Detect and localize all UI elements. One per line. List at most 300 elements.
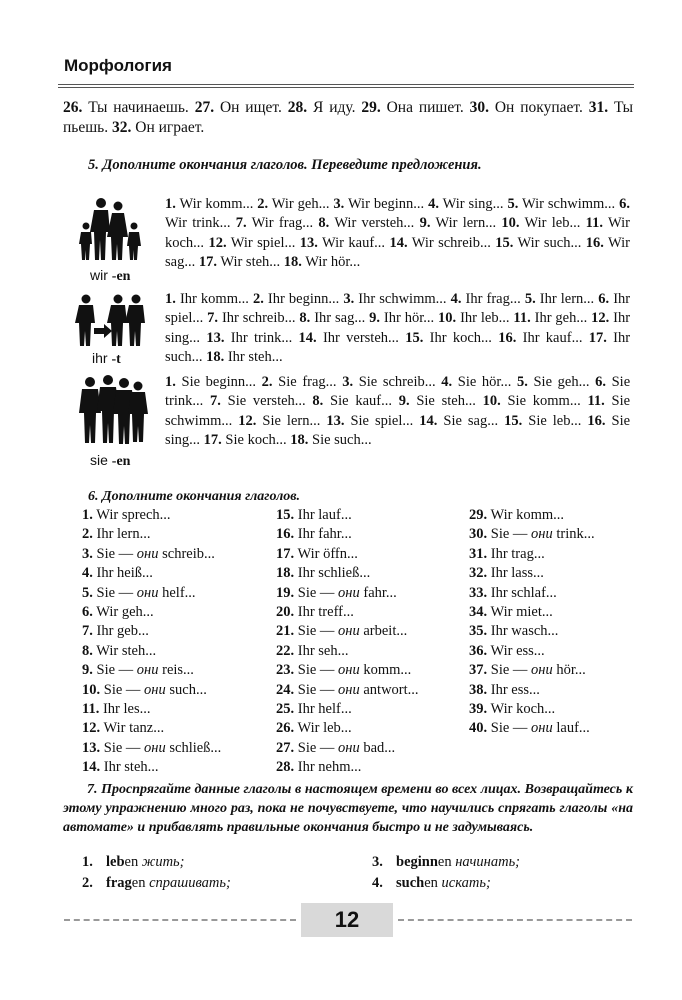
item-number: 6.: [595, 374, 606, 390]
item-text: Ihr wasch...: [490, 623, 559, 640]
item-text: Sie frag...: [278, 374, 337, 390]
item-number: 12.: [208, 234, 227, 251]
list-item: [276, 584, 419, 603]
item-text: Sie —: [490, 662, 532, 679]
list-item: [82, 661, 221, 680]
group-label-sie: sie -en: [90, 452, 131, 469]
list-item: [276, 545, 419, 564]
item-number: 15.: [495, 234, 514, 251]
item-text: Ihr les...: [102, 701, 151, 718]
item-text: Ihr helf...: [297, 701, 352, 718]
item-translation: они: [144, 739, 166, 756]
item-text: Wir hör...: [305, 254, 361, 271]
item-text: Ihr sing...: [165, 310, 631, 346]
verb-number: 1.: [82, 854, 93, 870]
item-text: Sie geh...: [533, 374, 590, 390]
item-number: 6.: [82, 604, 93, 621]
item-text: Sie —: [103, 681, 145, 698]
item-number: 4.: [450, 291, 462, 307]
list-item: [469, 661, 595, 680]
item-number: 14.: [298, 329, 317, 346]
item-text: Ihr heiß...: [96, 565, 153, 582]
item-number: 19.: [276, 584, 295, 601]
item-text: arbeit...: [359, 623, 408, 640]
list-item: [276, 739, 419, 758]
item-number: 18.: [290, 432, 309, 449]
item-text: Sie sag...: [443, 412, 499, 429]
item-number: 16.: [498, 329, 517, 346]
item-text: Wir geh...: [271, 196, 330, 212]
item-translation: они: [338, 739, 360, 756]
item-text: Sie —: [490, 720, 532, 737]
item-number: 26.: [276, 720, 295, 737]
item-text: reis...: [158, 662, 194, 679]
item-text: Ihr schlaf...: [490, 584, 557, 601]
item-number: 10.: [482, 393, 501, 410]
item-number: 2.: [252, 291, 264, 307]
list-item: [469, 506, 595, 525]
verb-item: [82, 873, 231, 893]
item-number: 1.: [165, 291, 176, 307]
list-item: [276, 564, 419, 583]
item-text: Wir miet...: [490, 604, 553, 621]
item-number: 5.: [507, 196, 519, 212]
item-text: Wir schreib...: [411, 234, 491, 251]
item-number: 10.: [438, 310, 457, 327]
item-text: Wir komm...: [179, 196, 254, 212]
item-text: Ihr lern...: [96, 526, 151, 543]
item-text: Wir trink...: [165, 215, 231, 232]
task-6-title: 6. Дополните окончания глаголов.: [88, 489, 301, 504]
item-number: 34.: [469, 604, 488, 621]
item-number: 13.: [299, 234, 318, 251]
verb-item: [372, 873, 491, 893]
list-item: [469, 603, 595, 622]
item-number: 3.: [343, 291, 355, 307]
sentence-number: 32.: [112, 119, 132, 136]
item-number: 5.: [82, 584, 93, 601]
exercise-block-sie: [165, 373, 630, 451]
list-item: [82, 564, 221, 583]
list-item: [276, 506, 419, 525]
footer-dashed-line: [64, 919, 296, 921]
item-text: fahr...: [359, 584, 397, 601]
item-text: Ihr beginn...: [267, 291, 340, 307]
group-people-silhouette-icon: [78, 374, 148, 446]
list-item: [276, 719, 419, 738]
item-number: 17.: [203, 432, 222, 449]
item-text: Wir tanz...: [103, 720, 165, 737]
item-text: Sie versteh...: [227, 393, 306, 410]
item-text: Sie lern...: [262, 412, 321, 429]
item-text: Wir spiel...: [230, 234, 296, 251]
verb-translation: жить;: [141, 854, 185, 870]
item-number: 4.: [82, 565, 93, 582]
item-text: helf...: [158, 584, 196, 601]
item-number: 14.: [82, 759, 101, 776]
item-text: Wir leb...: [297, 720, 352, 737]
item-text: Sie steh...: [416, 393, 476, 410]
item-number: 13.: [206, 329, 225, 346]
item-text: hör...: [552, 662, 586, 679]
item-number: 8.: [318, 215, 330, 232]
list-item: [82, 545, 221, 564]
item-text: Wir versteh...: [334, 215, 415, 232]
item-text: Ihr lauf...: [297, 507, 352, 523]
list-item: [82, 739, 221, 758]
item-text: Wir ess...: [490, 642, 545, 659]
item-text: Wir koch...: [165, 215, 630, 251]
item-text: Sie —: [96, 584, 137, 601]
item-translation: они: [136, 662, 159, 679]
item-number: 4.: [441, 374, 453, 390]
item-text: Ihr schwimm...: [358, 291, 447, 307]
item-number: 25.: [276, 701, 295, 718]
item-number: 40.: [469, 720, 488, 737]
list-item: [82, 681, 221, 700]
item-text: Ihr geb...: [96, 623, 149, 640]
verb-ending: en: [131, 875, 146, 891]
item-number: 8.: [82, 642, 93, 659]
item-text: Sie —: [297, 662, 339, 679]
list-item: [469, 545, 595, 564]
item-text: Sie schwimm...: [165, 393, 631, 429]
item-text: Ihr hör...: [383, 310, 435, 327]
item-text: Ihr sag...: [314, 310, 366, 327]
section-title: Морфология: [64, 56, 172, 75]
page-number: 12: [301, 903, 393, 937]
item-text: Wir leb...: [524, 215, 581, 232]
item-number: 7.: [207, 310, 219, 327]
item-text: Sie leb...: [528, 412, 582, 429]
item-text: Ihr schreib...: [221, 310, 296, 327]
item-number: 2.: [82, 526, 93, 543]
task-7-title: 7. Проспрягайте данные глаголы в настоящем времени во всех лицах. Возвращайтесь к этому упражнению много раз, пока не почувствуете, что научились спрягать глаголы «на автомате» и прибавлять правильные окончания быстро и не задумываясь.: [63, 782, 633, 835]
item-text: komm...: [359, 662, 412, 679]
sentence-text: Ты начинаешь.: [88, 99, 189, 116]
list-item: [82, 506, 221, 525]
verb-stem: frag: [106, 875, 132, 891]
item-number: 12.: [82, 720, 101, 737]
item-number: 18.: [206, 349, 225, 366]
item-text: Sie —: [96, 662, 137, 679]
item-number: 12.: [238, 412, 257, 429]
item-text: Ihr seh...: [297, 642, 349, 659]
item-number: 10.: [501, 215, 520, 232]
item-text: Wir sprech...: [96, 507, 171, 523]
item-number: 9.: [369, 310, 380, 327]
item-text: Ihr steh...: [103, 759, 159, 776]
item-number: 9.: [82, 662, 93, 679]
list-item: [82, 642, 221, 661]
item-number: 7.: [82, 623, 93, 640]
item-text: Ihr komm...: [179, 291, 249, 307]
item-number: 5.: [524, 291, 536, 307]
sentence-number: 30.: [469, 99, 489, 116]
group-label-ihr: ihr -t: [92, 350, 121, 367]
item-number: 17.: [588, 329, 607, 346]
item-text: Wir such...: [517, 234, 582, 251]
list-item: [276, 603, 419, 622]
item-number: 11.: [585, 215, 603, 232]
item-number: 15.: [504, 412, 523, 429]
item-text: Sie —: [103, 739, 145, 756]
item-number: 17.: [276, 545, 295, 562]
verb-stem: leb: [106, 854, 125, 870]
item-text: Ihr such...: [165, 329, 631, 366]
verb-item: [82, 852, 184, 872]
item-text: Ihr leb...: [460, 310, 510, 327]
item-text: Sie —: [297, 623, 339, 640]
list-item: [82, 700, 221, 719]
item-text: Sie schreib...: [358, 374, 436, 390]
list-item: [469, 525, 595, 544]
item-text: trink...: [552, 526, 595, 543]
item-number: 7.: [235, 215, 247, 232]
item-number: 35.: [469, 623, 488, 640]
item-number: 5.: [516, 374, 528, 390]
item-number: 9.: [398, 393, 410, 410]
verb-ending: en: [424, 875, 438, 891]
sentence-number: 28.: [287, 99, 308, 116]
item-number: 2.: [257, 196, 269, 212]
item-translation: они: [338, 662, 360, 679]
item-number: 18.: [276, 565, 295, 582]
item-number: 23.: [276, 662, 295, 679]
item-number: 28.: [276, 759, 295, 776]
item-text: Sie —: [96, 545, 137, 562]
verb-stem: such: [396, 875, 425, 891]
item-number: 16.: [587, 412, 606, 429]
sentence-text: Он покупает.: [494, 99, 583, 116]
sentence-number: 31.: [588, 99, 609, 116]
item-number: 13.: [82, 739, 101, 756]
item-text: Wir kauf...: [322, 234, 386, 251]
item-translation: они: [136, 584, 159, 601]
exercise-block-ihr: [165, 290, 630, 368]
item-number: 15.: [276, 507, 295, 523]
item-text: Wir steh...: [220, 254, 281, 271]
item-text: Ihr frag...: [465, 291, 521, 307]
item-number: 13.: [326, 412, 345, 429]
header-rule: [58, 84, 634, 85]
item-text: Sie kauf...: [330, 393, 392, 410]
list-item: [276, 681, 419, 700]
list-item: [276, 661, 419, 680]
item-text: Ihr spiel...: [165, 291, 631, 327]
verb-ending: en: [437, 854, 452, 870]
item-translation: они: [136, 545, 159, 562]
sentence-text: Я иду.: [313, 99, 356, 116]
item-text: Wir sag...: [165, 234, 630, 271]
item-number: 21.: [276, 623, 295, 640]
item-number: 2.: [261, 374, 273, 390]
verb-translation: начинать;: [455, 854, 520, 870]
item-text: Sie —: [297, 739, 339, 756]
item-text: Ihr nehm...: [297, 759, 362, 776]
item-text: Wir sing...: [442, 196, 504, 212]
item-text: such...: [165, 681, 207, 698]
item-number: 12.: [591, 310, 610, 327]
verb-stem: beginn: [396, 854, 438, 870]
item-translation: они: [338, 584, 360, 601]
list-item: [82, 584, 221, 603]
item-number: 3.: [342, 374, 354, 390]
verb-item: [372, 852, 520, 872]
verb-number: 2.: [82, 875, 93, 891]
item-text: Wir komm...: [490, 507, 565, 523]
item-text: Wir schwimm...: [522, 196, 616, 212]
item-text: schließ...: [165, 739, 222, 756]
item-number: 1.: [165, 196, 176, 212]
item-number: 8.: [312, 393, 324, 410]
verb-translation: спрашивать;: [149, 875, 231, 891]
list-item: [82, 525, 221, 544]
item-translation: они: [531, 662, 553, 679]
item-number: 38.: [469, 681, 488, 698]
item-number: 11.: [82, 701, 100, 718]
item-text: Sie komm...: [507, 393, 581, 410]
verb-ending: en: [124, 854, 139, 870]
item-number: 1.: [165, 374, 176, 390]
item-text: Ihr fahr...: [297, 526, 352, 543]
footer-dashed-line: [398, 919, 632, 921]
item-text: Sie —: [490, 526, 532, 543]
list-item: [82, 603, 221, 622]
item-number: 29.: [469, 507, 488, 523]
item-number: 17.: [198, 254, 217, 271]
item-number: 22.: [276, 642, 295, 659]
item-text: Wir lern...: [435, 215, 497, 232]
item-text: bad...: [359, 739, 396, 756]
item-text: Sie such...: [312, 432, 372, 449]
list-item: [469, 564, 595, 583]
sentence-text: Она пишет.: [386, 99, 464, 116]
item-text: Ihr versteh...: [322, 329, 399, 346]
item-text: Ihr treff...: [297, 604, 354, 621]
group-label-wir: wir -en: [90, 267, 131, 284]
item-text: lauf...: [552, 720, 590, 737]
verb-number: 3.: [372, 854, 383, 870]
item-number: 18.: [283, 254, 302, 271]
item-number: 7.: [210, 393, 221, 410]
item-text: Sie sing...: [165, 412, 631, 449]
item-text: Ihr schließ...: [297, 565, 371, 582]
item-number: 36.: [469, 642, 488, 659]
list-item: [469, 642, 595, 661]
item-text: antwort...: [359, 681, 419, 698]
item-text: Ihr geh...: [534, 310, 588, 327]
item-text: Ihr lass...: [490, 565, 544, 582]
list-item: [82, 622, 221, 641]
item-text: Wir steh...: [96, 642, 157, 659]
item-text: Wir frag...: [251, 215, 314, 232]
item-number: 9.: [419, 215, 431, 232]
list-item: [276, 622, 419, 641]
sentence-text: Ты пьешь.: [63, 99, 634, 136]
verb-translation: искать;: [441, 875, 491, 891]
list-item: [276, 758, 419, 777]
item-translation: они: [531, 720, 553, 737]
intro-sentences: [63, 98, 633, 138]
list-item: [469, 700, 595, 719]
sentence-number: 26.: [63, 99, 83, 116]
item-number: 39.: [469, 701, 488, 718]
item-number: 4.: [428, 196, 439, 212]
sentence-text: Он играет.: [135, 119, 205, 136]
item-text: schreib...: [158, 545, 215, 562]
item-text: Ihr kauf...: [522, 329, 583, 346]
task-6-column-3: [469, 506, 595, 739]
list-item: [469, 681, 595, 700]
item-text: Sie spiel...: [350, 412, 414, 429]
item-number: 33.: [469, 584, 488, 601]
exercise-block-wir: [165, 195, 630, 273]
list-item: [82, 758, 221, 777]
list-item: [276, 700, 419, 719]
list-item: [276, 642, 419, 661]
list-item: [469, 622, 595, 641]
item-number: 11.: [513, 310, 531, 327]
item-number: 16.: [585, 234, 604, 251]
item-translation: они: [338, 681, 360, 698]
item-text: Sie —: [297, 584, 339, 601]
item-text: Ihr ess...: [490, 681, 540, 698]
task-6-column-1: [82, 506, 221, 778]
people-pointing-silhouette-icon: [72, 294, 148, 346]
header-rule: [58, 87, 634, 88]
sentence-number: 29.: [361, 99, 381, 116]
item-number: 20.: [276, 604, 295, 621]
task-6-column-2: [276, 506, 419, 778]
list-item: [469, 719, 595, 738]
sentence-text: Он ищет.: [219, 99, 282, 116]
item-text: Sie trink...: [165, 374, 631, 410]
item-number: 32.: [469, 565, 488, 582]
item-number: 3.: [333, 196, 345, 212]
item-number: 8.: [299, 310, 311, 327]
item-text: Ihr steh...: [227, 349, 283, 366]
item-number: 37.: [469, 662, 488, 679]
item-number: 1.: [82, 507, 93, 523]
item-number: 14.: [389, 234, 408, 251]
item-text: Wir koch...: [490, 701, 556, 718]
item-number: 31.: [469, 545, 488, 562]
item-number: 24.: [276, 681, 295, 698]
item-text: Wir öffn...: [297, 545, 358, 562]
item-text: Ihr koch...: [429, 329, 492, 346]
item-text: Ihr trag...: [490, 545, 545, 562]
family-silhouette-icon: [74, 196, 144, 260]
item-translation: они: [338, 623, 360, 640]
item-number: 27.: [276, 739, 295, 756]
item-number: 11.: [587, 393, 605, 410]
item-number: 10.: [82, 681, 101, 698]
item-number: 6.: [598, 291, 610, 307]
item-number: 6.: [619, 196, 630, 212]
item-text: Ihr trink...: [230, 329, 293, 346]
item-text: Sie —: [297, 681, 339, 698]
item-number: 30.: [469, 526, 488, 543]
list-item: [276, 525, 419, 544]
list-item: [469, 584, 595, 603]
item-text: Wir geh...: [96, 604, 154, 621]
task-5-title: 5. Дополните окончания глаголов. Переведите предложения.: [88, 157, 482, 173]
item-number: 14.: [419, 412, 438, 429]
item-text: Sie beginn...: [181, 374, 257, 390]
item-number: 15.: [405, 329, 424, 346]
list-item: [82, 719, 221, 738]
